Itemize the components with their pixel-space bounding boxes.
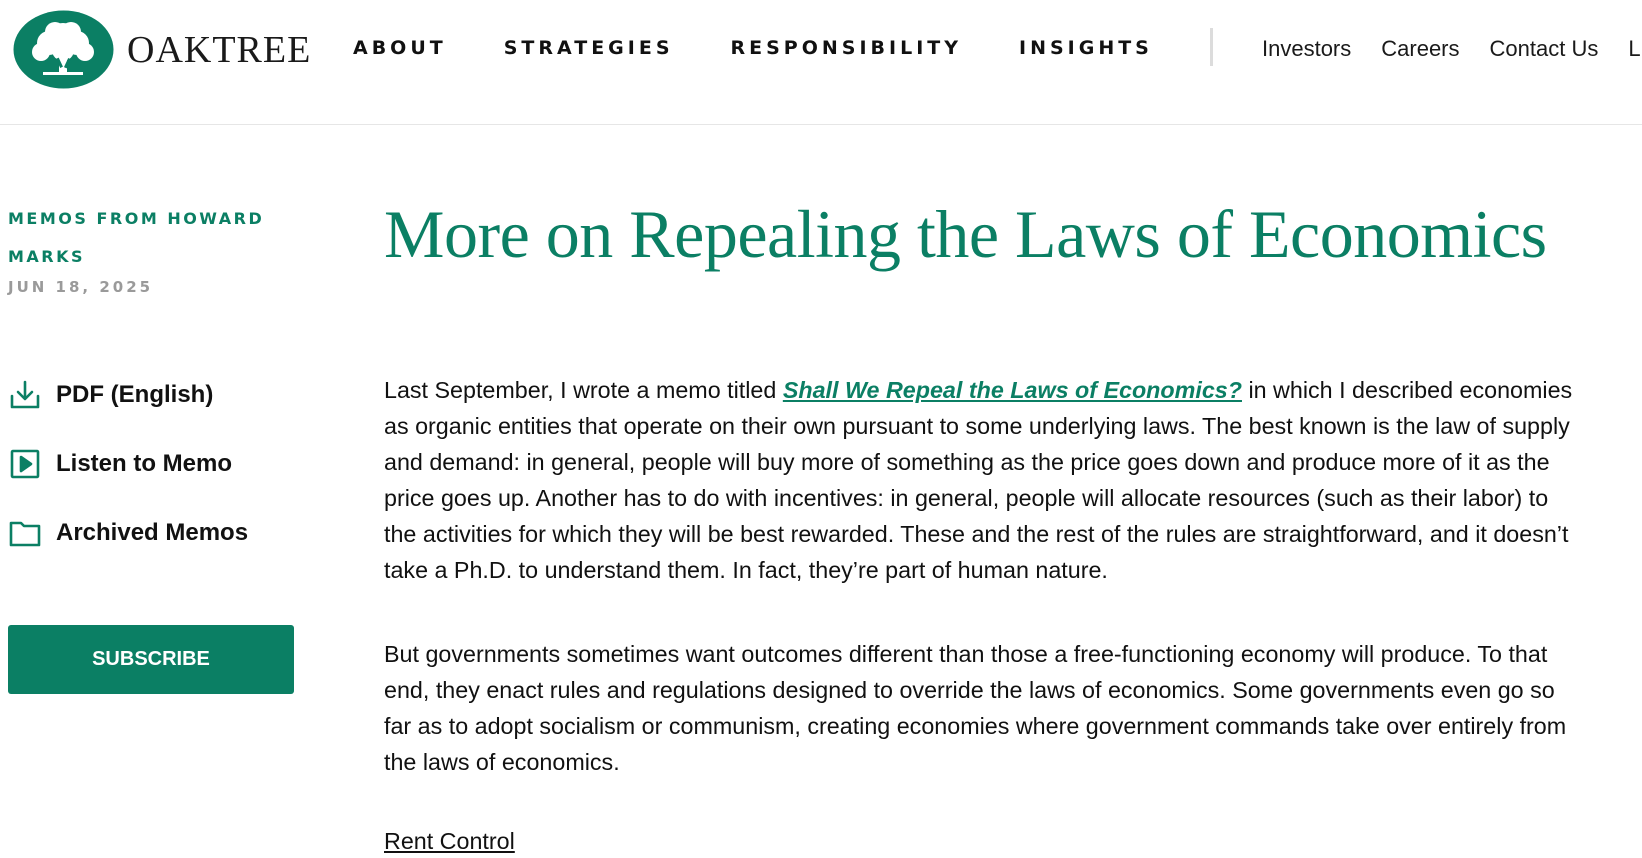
nav-responsibility[interactable]: RESPONSIBILITY xyxy=(730,37,962,59)
pdf-english-link[interactable] xyxy=(8,380,248,410)
nav-insights[interactable]: INSIGHTS xyxy=(1019,37,1153,59)
play-icon xyxy=(8,447,42,481)
nav-investors[interactable]: Investors xyxy=(1262,36,1352,61)
memo-actions xyxy=(8,380,248,587)
nav-overflow-link[interactable]: L xyxy=(1628,36,1641,61)
oaktree-logo[interactable] xyxy=(13,10,311,89)
brand-name: OAKTREE xyxy=(127,28,312,71)
archived-memos-label: Archived Memos xyxy=(56,519,249,546)
nav-strategies[interactable]: STRATEGIES xyxy=(503,37,674,59)
paragraph-2: But governments sometimes want outcomes different than those a free-functioning economy will produce. To that end, they enact rules and regulations designed to override the laws of economics. Some governments even go so far as to adopt socialism or communism, creating economies where government commands take over entirely from the laws of economics. xyxy=(384,641,1567,775)
section-heading-rent-control[interactable]: Rent Control xyxy=(384,828,515,854)
paragraph-1 xyxy=(384,372,1574,588)
folder-icon xyxy=(8,516,42,550)
page-title: More on Repealing the Laws of Economics xyxy=(384,196,1547,272)
pdf-english-label: PDF (English) xyxy=(56,381,214,408)
nav-about[interactable]: ABOUT xyxy=(353,37,447,59)
nav-contact-us[interactable]: Contact Us xyxy=(1489,36,1599,61)
archived-memos-link[interactable] xyxy=(8,518,248,548)
main-nav xyxy=(353,37,1153,59)
publish-date: JUN 18, 2025 xyxy=(8,278,154,296)
site-header xyxy=(0,0,1642,125)
paragraph-1-intro: Last September, I wrote a memo titled xyxy=(384,377,783,403)
listen-to-memo-label: Listen to Memo xyxy=(56,450,233,477)
subscribe-button[interactable]: SUBSCRIBE xyxy=(8,625,294,694)
memo-category[interactable]: MEMOS FROM HOWARD MARKS xyxy=(8,209,265,266)
utility-nav xyxy=(1262,36,1642,62)
oak-tree-icon xyxy=(13,10,114,89)
previous-memo-link[interactable]: Shall We Repeal the Laws of Economics? xyxy=(782,377,1242,403)
paragraph-1-body: in which I described economies as organic entities that operate on their own pursuant to some underlying laws. The best known is the law of supply and demand: in general, people will buy more of something as the price goes down and produce more of it as the price goes up. Another has to do with incentives: in general, people will allocate resources (such as their labor) to the activities for which they will be best rewarded. These and the rest of the rules are straightforward, and it doesn’t take a Ph.D. to understand them. In fact, they’re part of human nature. xyxy=(384,377,1573,583)
memo-article xyxy=(384,192,1574,854)
listen-to-memo-link[interactable] xyxy=(8,449,248,479)
nav-careers[interactable]: Careers xyxy=(1381,36,1460,61)
download-icon xyxy=(8,378,42,412)
nav-divider xyxy=(1210,28,1213,66)
sidebar xyxy=(8,200,298,670)
